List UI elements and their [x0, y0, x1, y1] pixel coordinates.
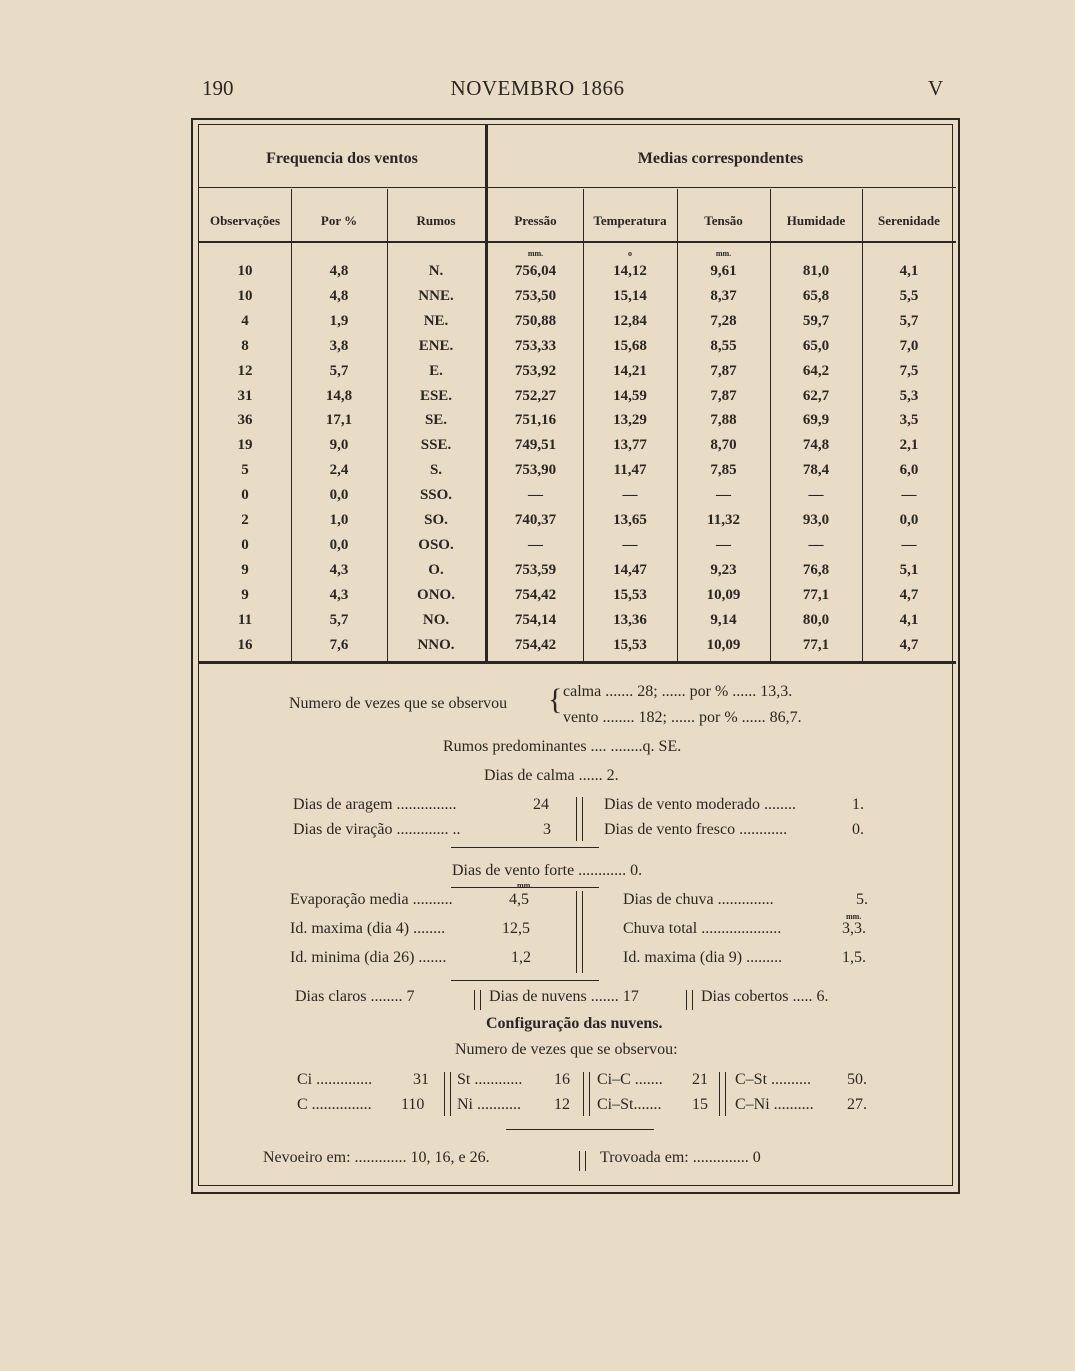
calma-line: calma ....... 28; ...... por % ...... 13,3.: [563, 683, 793, 700]
group-header-frequency: Frequencia dos ventos: [266, 150, 418, 167]
col-header-tensao: Tensão: [704, 213, 743, 228]
rule: [451, 980, 599, 981]
table-cell: 753,90: [514, 462, 557, 479]
table-cell: SSE.: [420, 437, 452, 454]
table-cell: 5,1: [899, 561, 919, 578]
table-cell: 15,68: [613, 337, 647, 354]
table-cell: 756,04: [514, 263, 557, 279]
col-header-observacoes: Observações: [209, 213, 281, 228]
table-cell: 74,8: [802, 437, 830, 454]
table-cell: 1,0: [329, 512, 349, 528]
table-cell: 7,85: [710, 462, 737, 479]
table-cell: NNO.: [417, 636, 455, 653]
page-header: [0, 76, 1075, 106]
cloud-cist-value: 15: [692, 1096, 708, 1113]
part-number: V: [928, 76, 944, 100]
chuva-max-label: Id. maxima (dia 9) .........: [623, 949, 783, 966]
table-cell: N.: [428, 263, 444, 279]
table-cell: 64,2: [802, 362, 830, 379]
cloud-cni-value: 27.: [847, 1096, 867, 1113]
table-cell: 13,77: [613, 437, 647, 454]
table-cell: 8,70: [710, 437, 737, 454]
col-header-rumos: Rumos: [416, 213, 456, 228]
table-cell: NO.: [422, 611, 450, 628]
table-cell: 1,9: [329, 312, 349, 329]
table-cell: 6,0: [899, 462, 919, 479]
table-row: [199, 435, 956, 460]
observed-label: Numero de vezes que se observou: [289, 695, 508, 712]
table-cell: —: [528, 487, 543, 504]
table-cell: 15,53: [613, 636, 647, 653]
table-cell: E.: [429, 362, 443, 379]
cloud-ci-value: 31: [413, 1071, 429, 1088]
table-row: [199, 585, 956, 610]
table-row: [199, 286, 956, 311]
table-cell: 754,42: [514, 586, 557, 603]
table-cell: 750,88: [514, 312, 557, 329]
col-header-humidade: Humidade: [786, 213, 846, 228]
cloud-ci-label: Ci ..............: [297, 1071, 373, 1088]
divider-double: [719, 1072, 726, 1116]
cloud-cst-label: C–St ..........: [735, 1071, 812, 1088]
col-header-temperatura: Temperatura: [593, 213, 667, 228]
evap-label: Evaporação media ..........: [290, 891, 453, 908]
table-cell: 14,12: [613, 263, 647, 279]
group-header-means: Medias correspondentes: [637, 150, 804, 167]
table-cell: 9,14: [710, 611, 737, 628]
trovoada: Trovoada em: .............. 0: [600, 1149, 761, 1166]
dias-claros: Dias claros ........ 7: [295, 988, 415, 1005]
evap-min-label: Id. minima (dia 26) .......: [290, 949, 447, 966]
table-cell: 0: [241, 536, 249, 553]
table-cell: —: [622, 487, 638, 504]
table-cell: ESE.: [419, 387, 453, 404]
table-cell: 62,7: [802, 387, 830, 404]
table-cell: 36: [237, 412, 253, 429]
table-cell: 753,33: [514, 337, 557, 354]
table-cell: ONO.: [417, 586, 455, 603]
table-cell: 9: [241, 561, 249, 578]
rule: [506, 1129, 654, 1130]
table-cell: 4: [241, 312, 249, 329]
table-cell: 15,53: [613, 586, 647, 603]
config-subtitle: Numero de vezes que se observou:: [455, 1041, 678, 1058]
rule: [451, 847, 599, 848]
table-cell: 749,51: [514, 437, 557, 454]
table-frame: [191, 118, 960, 1194]
table-row: [199, 560, 956, 585]
chuva-total-value: 3,3.: [842, 920, 866, 937]
dias-cobertos: Dias cobertos ..... 6.: [701, 988, 829, 1005]
table-cell: 12,84: [613, 312, 647, 329]
divider-double: [583, 1072, 590, 1116]
table-cell: 7,5: [899, 362, 919, 379]
table-row: [199, 336, 956, 361]
table-cell: 2,4: [329, 462, 349, 479]
table-cell: 93,0: [802, 512, 830, 528]
evap-max-value: 12,5: [502, 920, 530, 937]
viracao-value: 3: [543, 821, 551, 838]
brace: {: [548, 683, 563, 716]
table-cell: 5,3: [899, 387, 919, 404]
table-cell: 65,0: [802, 337, 830, 354]
table-cell: 11: [237, 611, 253, 628]
table-cell: 69,9: [802, 412, 830, 429]
table-cell: 753,50: [514, 287, 557, 304]
table-cell: 2: [241, 512, 249, 528]
table-cell: 7,87: [710, 387, 737, 404]
col-header-pressao: Pressão: [514, 213, 557, 228]
table-row: [199, 485, 956, 510]
table-cell: —: [716, 536, 731, 553]
dias-nuvens: Dias de nuvens ....... 17: [489, 988, 639, 1005]
table-row: [199, 635, 956, 660]
table-cell: 2,1: [899, 437, 919, 454]
table-cell: 5,7: [329, 611, 349, 628]
table-cell: 753,59: [514, 561, 557, 578]
table-cell: 7,0: [899, 337, 919, 354]
table-cell: 4,1: [899, 611, 919, 628]
table-cell: 4,8: [329, 263, 349, 279]
table-cell: NE.: [423, 312, 449, 329]
table-cell: 15,14: [613, 287, 647, 304]
table-cell: 3,8: [329, 337, 349, 354]
table-cell: 5: [241, 462, 249, 479]
cloud-ni-label: Ni ...........: [457, 1096, 521, 1113]
table-cell: 9,23: [710, 561, 737, 578]
header-rule: [199, 241, 956, 243]
table-cell: 12: [237, 362, 253, 379]
nevoeiro: Nevoeiro em: ............. 10, 16, e 26.: [263, 1149, 490, 1166]
dias-calma: Dias de calma ...... 2.: [484, 767, 619, 784]
table-cell: 0,0: [329, 487, 349, 504]
evap-max-label: Id. maxima (dia 4) ........: [290, 920, 446, 937]
table-row: [199, 386, 956, 411]
divider-double: [444, 1072, 451, 1116]
unit-tensao: mm.: [715, 249, 732, 258]
table-inner-frame: [198, 124, 953, 1186]
table-bottom-rule: [199, 661, 956, 664]
table-cell: 17,1: [325, 412, 353, 429]
table-cell: 9: [241, 586, 249, 603]
moderado-value: 1.: [852, 796, 864, 813]
table-cell: 754,14: [514, 611, 557, 628]
cloud-cni-label: C–Ni ..........: [735, 1096, 814, 1113]
table-cell: 10: [237, 263, 253, 279]
table-row: [199, 510, 956, 535]
cloud-cist-label: Ci–St.......: [597, 1096, 662, 1113]
table-cell: 754,42: [514, 636, 557, 653]
divider-double: [576, 891, 583, 973]
divider-double: [576, 797, 583, 841]
table-cell: 9,61: [710, 263, 737, 279]
table-cell: —: [528, 536, 543, 553]
cloud-st-label: St ............: [457, 1071, 523, 1088]
table-cell: 19: [237, 437, 253, 454]
table-cell: 14,59: [613, 387, 647, 404]
chuva-dias-value: 5.: [856, 891, 868, 908]
page-number: 190: [202, 76, 234, 100]
table-cell: 9,0: [329, 437, 349, 454]
fresco-label: Dias de vento fresco ............: [604, 821, 788, 838]
table-cell: 31: [237, 387, 253, 404]
table-cell: 4,3: [329, 561, 349, 578]
table-cell: 4,7: [899, 636, 919, 653]
moderado-label: Dias de vento moderado ........: [604, 796, 796, 813]
evap-value: 4,5: [509, 891, 529, 908]
table-cell: 8: [241, 337, 249, 354]
table-cell: NNE.: [418, 287, 454, 304]
table-row: [199, 610, 956, 635]
unit-pressao: mm.: [527, 249, 544, 258]
table-cell: —: [901, 487, 917, 504]
table-cell: 0: [241, 487, 249, 504]
page-title: NOVEMBRO 1866: [450, 76, 625, 100]
chuva-unit: mm.: [846, 912, 862, 921]
cloud-cic-label: Ci–C .......: [597, 1071, 663, 1088]
table-cell: 752,27: [514, 387, 557, 404]
table-cell: 77,1: [802, 636, 830, 653]
col-header-por: Por %: [320, 213, 358, 228]
group-rule: [199, 187, 956, 188]
table-cell: 7,87: [710, 362, 737, 379]
table-row: [199, 261, 956, 286]
table-cell: SO.: [424, 512, 448, 528]
viracao-label: Dias de viração ............. ..: [293, 821, 461, 838]
table-cell: 751,16: [514, 412, 557, 429]
table-cell: S.: [429, 462, 443, 479]
table-cell: SSO.: [419, 487, 453, 504]
vento-forte: Dias de vento forte ............ 0.: [452, 862, 643, 879]
cloud-c-value: 110: [401, 1096, 425, 1113]
table-cell: 13,29: [613, 412, 647, 429]
table-cell: 8,37: [710, 287, 737, 304]
table-row: [199, 535, 956, 560]
config-title: Configuração das nuvens.: [486, 1015, 663, 1032]
table-cell: —: [901, 536, 917, 553]
chuva-max-value: 1,5.: [842, 949, 866, 966]
table-cell: 76,8: [802, 561, 830, 578]
table-cell: —: [622, 536, 638, 553]
table-cell: 14,47: [613, 561, 647, 578]
divider-double: [474, 990, 481, 1010]
table-cell: 14,21: [613, 362, 647, 379]
table-cell: 59,7: [802, 312, 830, 329]
table-cell: 5,7: [329, 362, 349, 379]
table-cell: 10: [237, 287, 253, 304]
table-cell: 7,6: [329, 636, 349, 653]
unit-temperatura: o: [628, 249, 632, 258]
table-cell: 78,4: [802, 462, 830, 479]
table-cell: 4,8: [329, 287, 349, 304]
table-cell: 3,5: [899, 412, 919, 429]
rumos-predominantes: Rumos predominantes .... ........q. SE.: [443, 738, 682, 755]
table-cell: —: [808, 536, 824, 553]
table-cell: 0,0: [899, 512, 919, 528]
table-cell: 7,28: [710, 312, 737, 329]
chuva-total-label: Chuva total ....................: [623, 920, 782, 937]
table-cell: 7,88: [710, 412, 737, 429]
table-cell: 4,3: [329, 586, 349, 603]
table-cell: 13,65: [613, 512, 647, 528]
aragem-value: 24: [533, 796, 549, 813]
vento-line: vento ........ 182; ...... por % ...... 86,7.: [563, 709, 802, 726]
table-cell: 81,0: [802, 263, 830, 279]
table-cell: 753,92: [514, 362, 557, 379]
divider-double: [686, 990, 693, 1010]
table-cell: 80,0: [802, 611, 830, 628]
table-row: [199, 460, 956, 485]
table-cell: 13,36: [613, 611, 647, 628]
col-header-serenidade: Serenidade: [878, 213, 940, 228]
table-cell: 4,7: [899, 586, 919, 603]
evap-min-value: 1,2: [511, 949, 531, 966]
cloud-cst-value: 50.: [847, 1071, 867, 1088]
table-cell: 5,7: [899, 312, 919, 329]
table-cell: 5,5: [899, 287, 919, 304]
table-row: [199, 311, 956, 336]
table-cell: 4,1: [899, 263, 919, 279]
table-cell: 14,8: [325, 387, 353, 404]
table-cell: 10,09: [706, 586, 741, 603]
aragem-label: Dias de aragem ...............: [293, 796, 457, 813]
divider-double: [579, 1151, 586, 1171]
table-cell: —: [808, 487, 824, 504]
cloud-st-value: 16: [554, 1071, 570, 1088]
table-cell: 11,32: [707, 512, 740, 528]
table-cell: 77,1: [802, 586, 830, 603]
table-cell: OSO.: [418, 536, 454, 553]
table-cell: ENE.: [418, 337, 454, 354]
cloud-cic-value: 21: [692, 1071, 708, 1088]
table-cell: 11,47: [613, 462, 647, 479]
table-cell: 0,0: [329, 536, 349, 553]
chuva-dias-label: Dias de chuva ..............: [623, 891, 774, 908]
table-cell: O.: [428, 561, 444, 578]
fresco-value: 0.: [852, 821, 864, 838]
table-cell: SE.: [424, 412, 448, 429]
table-cell: 8,55: [710, 337, 737, 354]
cloud-c-label: C ...............: [297, 1096, 372, 1113]
cloud-ni-value: 12: [554, 1096, 570, 1113]
table-cell: 10,09: [706, 636, 741, 653]
table-cell: 16: [237, 636, 253, 653]
table-row: [199, 410, 956, 435]
table-cell: 65,8: [802, 287, 830, 304]
evap-unit: mm.: [517, 881, 533, 890]
table-cell: 740,37: [514, 512, 557, 528]
table-row: [199, 361, 956, 386]
table-cell: —: [716, 487, 731, 504]
